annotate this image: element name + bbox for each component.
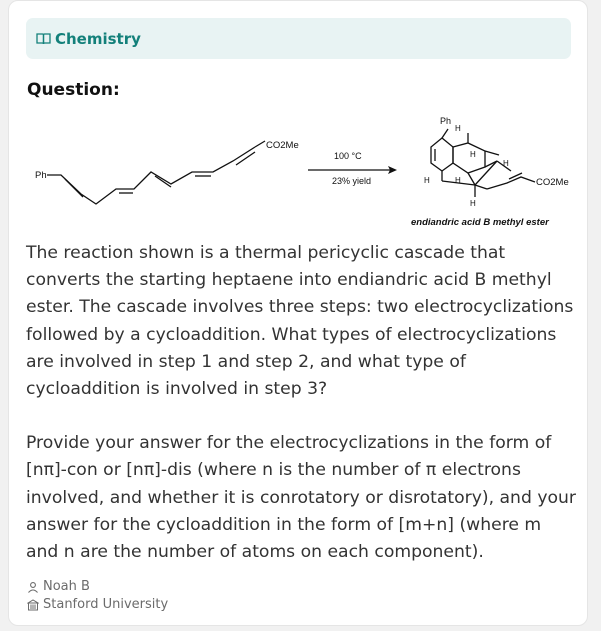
author-line [27,579,90,594]
start-ester-label: CO2Me [266,140,299,151]
reaction-scheme [27,109,577,233]
institution-line [27,597,168,612]
product-h-label-2: H [470,150,476,159]
building-icon [27,599,39,611]
question-paragraph-1: The reaction shown is a thermal pericyclic cascade that converts the starting heptaene into endiandric acid B methyl ester. The cascade involves three steps: two electrocyclizations followed by a cycloaddition. What types of electrocyclizations are involved in step 1 and step 2, and what type of cycloaddition is involved in step 3? [26,243,574,400]
product-h-label-6: H [470,199,476,208]
question-card [8,0,588,626]
starting-heptaene [47,141,265,204]
question-paragraph-2: Provide your answer for the electrocyclizations in the form of [nπ]-con or [nπ]-dis (where n is the number of π electrons involved, and whether it is conrotatory or disrotatory), and your answer for the cycloaddition in the form of [m+n] (where m and n are the number of atoms on each component). [26,433,576,563]
product-ph-label: Ph [440,116,452,126]
product-h-label-3: H [503,159,509,168]
product-h-label-1: H [455,124,461,133]
product-structure [431,129,535,197]
subject-label: Chemistry [55,29,141,48]
author-name: Noah B [43,579,90,594]
question-heading: Question: [27,80,120,100]
start-ph-label: Ph [35,170,47,181]
subject-tag [26,18,571,59]
user-icon [27,581,39,593]
book-icon [36,32,51,45]
product-ester-label: CO2Me [536,177,569,188]
product-name: endiandric acid B methyl ester [411,217,549,228]
reaction-arrow [308,166,397,174]
product-h-label-4: H [424,176,430,185]
question-body [26,240,578,566]
product-h-label-5: H [455,176,461,185]
arrow-condition-temperature: 100 °C [334,151,362,161]
institution-name: Stanford University [43,597,169,612]
arrow-condition-yield: 23% yield [332,176,372,186]
